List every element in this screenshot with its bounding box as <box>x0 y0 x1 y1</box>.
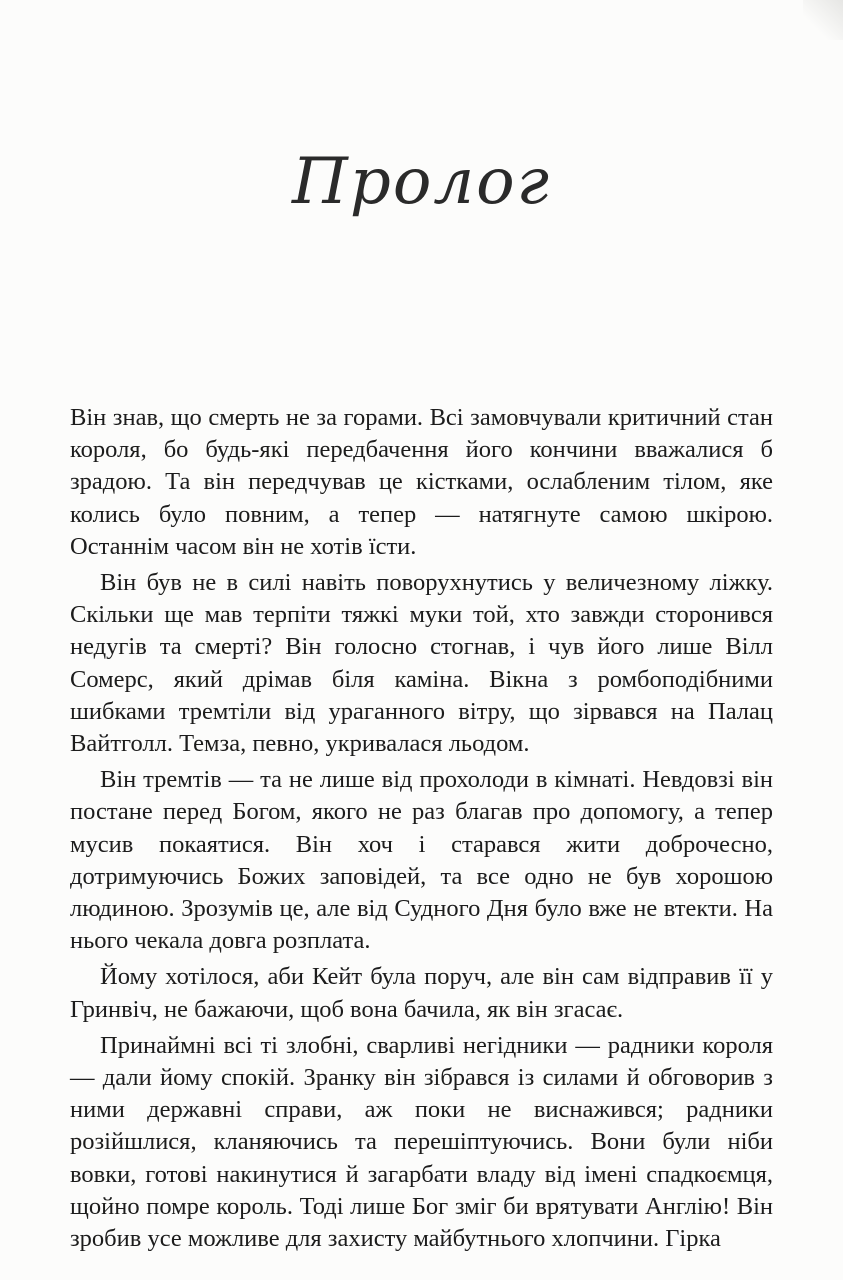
chapter-title: Пролог <box>292 145 551 219</box>
paragraph-1: Він знав, що смерть не за горами. Всі замовчували критичний стан короля, бо будь-які передбачення його кончини вважалися б зрадою. Та він передчував це кістками, ослабленим тілом, яке колись було повним, а тепер — натягнуте самою шкірою. Останнім часом він не хотів їсти. <box>70 404 773 560</box>
paragraph-5: Принаймні всі ті злобні, сварливі негідники — радники короля — дали йому спокій. Зранку він зібрався із силами й обговорив з ними державні справи, аж поки не виснажився; радники розійшлися, кланяючись та перешіптуючись. Вони були ніби вовки, готові накинутися й загарбати владу від імені спадкоємця, щойно помре король. Тоді лише Бог зміг би врятувати Англію! Він зробив усе можливе для захисту майбутнього хлопчини. Гірка <box>70 1031 773 1253</box>
page-corner-shadow <box>803 0 843 40</box>
chapter-body <box>70 402 773 1259</box>
paragraph-3: Він тремтів — та не лише від прохолоди в кімнаті. Невдовзі він постане перед Богом, якого не раз благав про допомогу, а тепер мусив покаятися. Він хоч і старався жити доброчесно, дотримуючись Божих заповідей, та все одно не був хорошою людиною. Зрозумів це, але від Судного Дня було вже не втекти. На нього чекала довга розплата. <box>70 766 773 955</box>
paragraph-4: Йому хотілося, аби Кейт була поруч, але він сам відправив її у Гринвіч, не бажаючи, щоб вона бачила, як він згасає. <box>70 963 773 1023</box>
paragraph-2: Він був не в силі навіть поворухнутись у величезному ліжку. Скільки ще мав терпіти тяжкі муки той, хто завжди сторонився недугів та смерті? Він голосно стогнав, і чув його лише Вілл Сомерс, який дрімав біля каміна. Вікна з ромбоподібними шибками тремтіли від ураганного вітру, що зірвався на Палац Вайтголл. Темза, певно, укривалася льодом. <box>70 569 773 758</box>
